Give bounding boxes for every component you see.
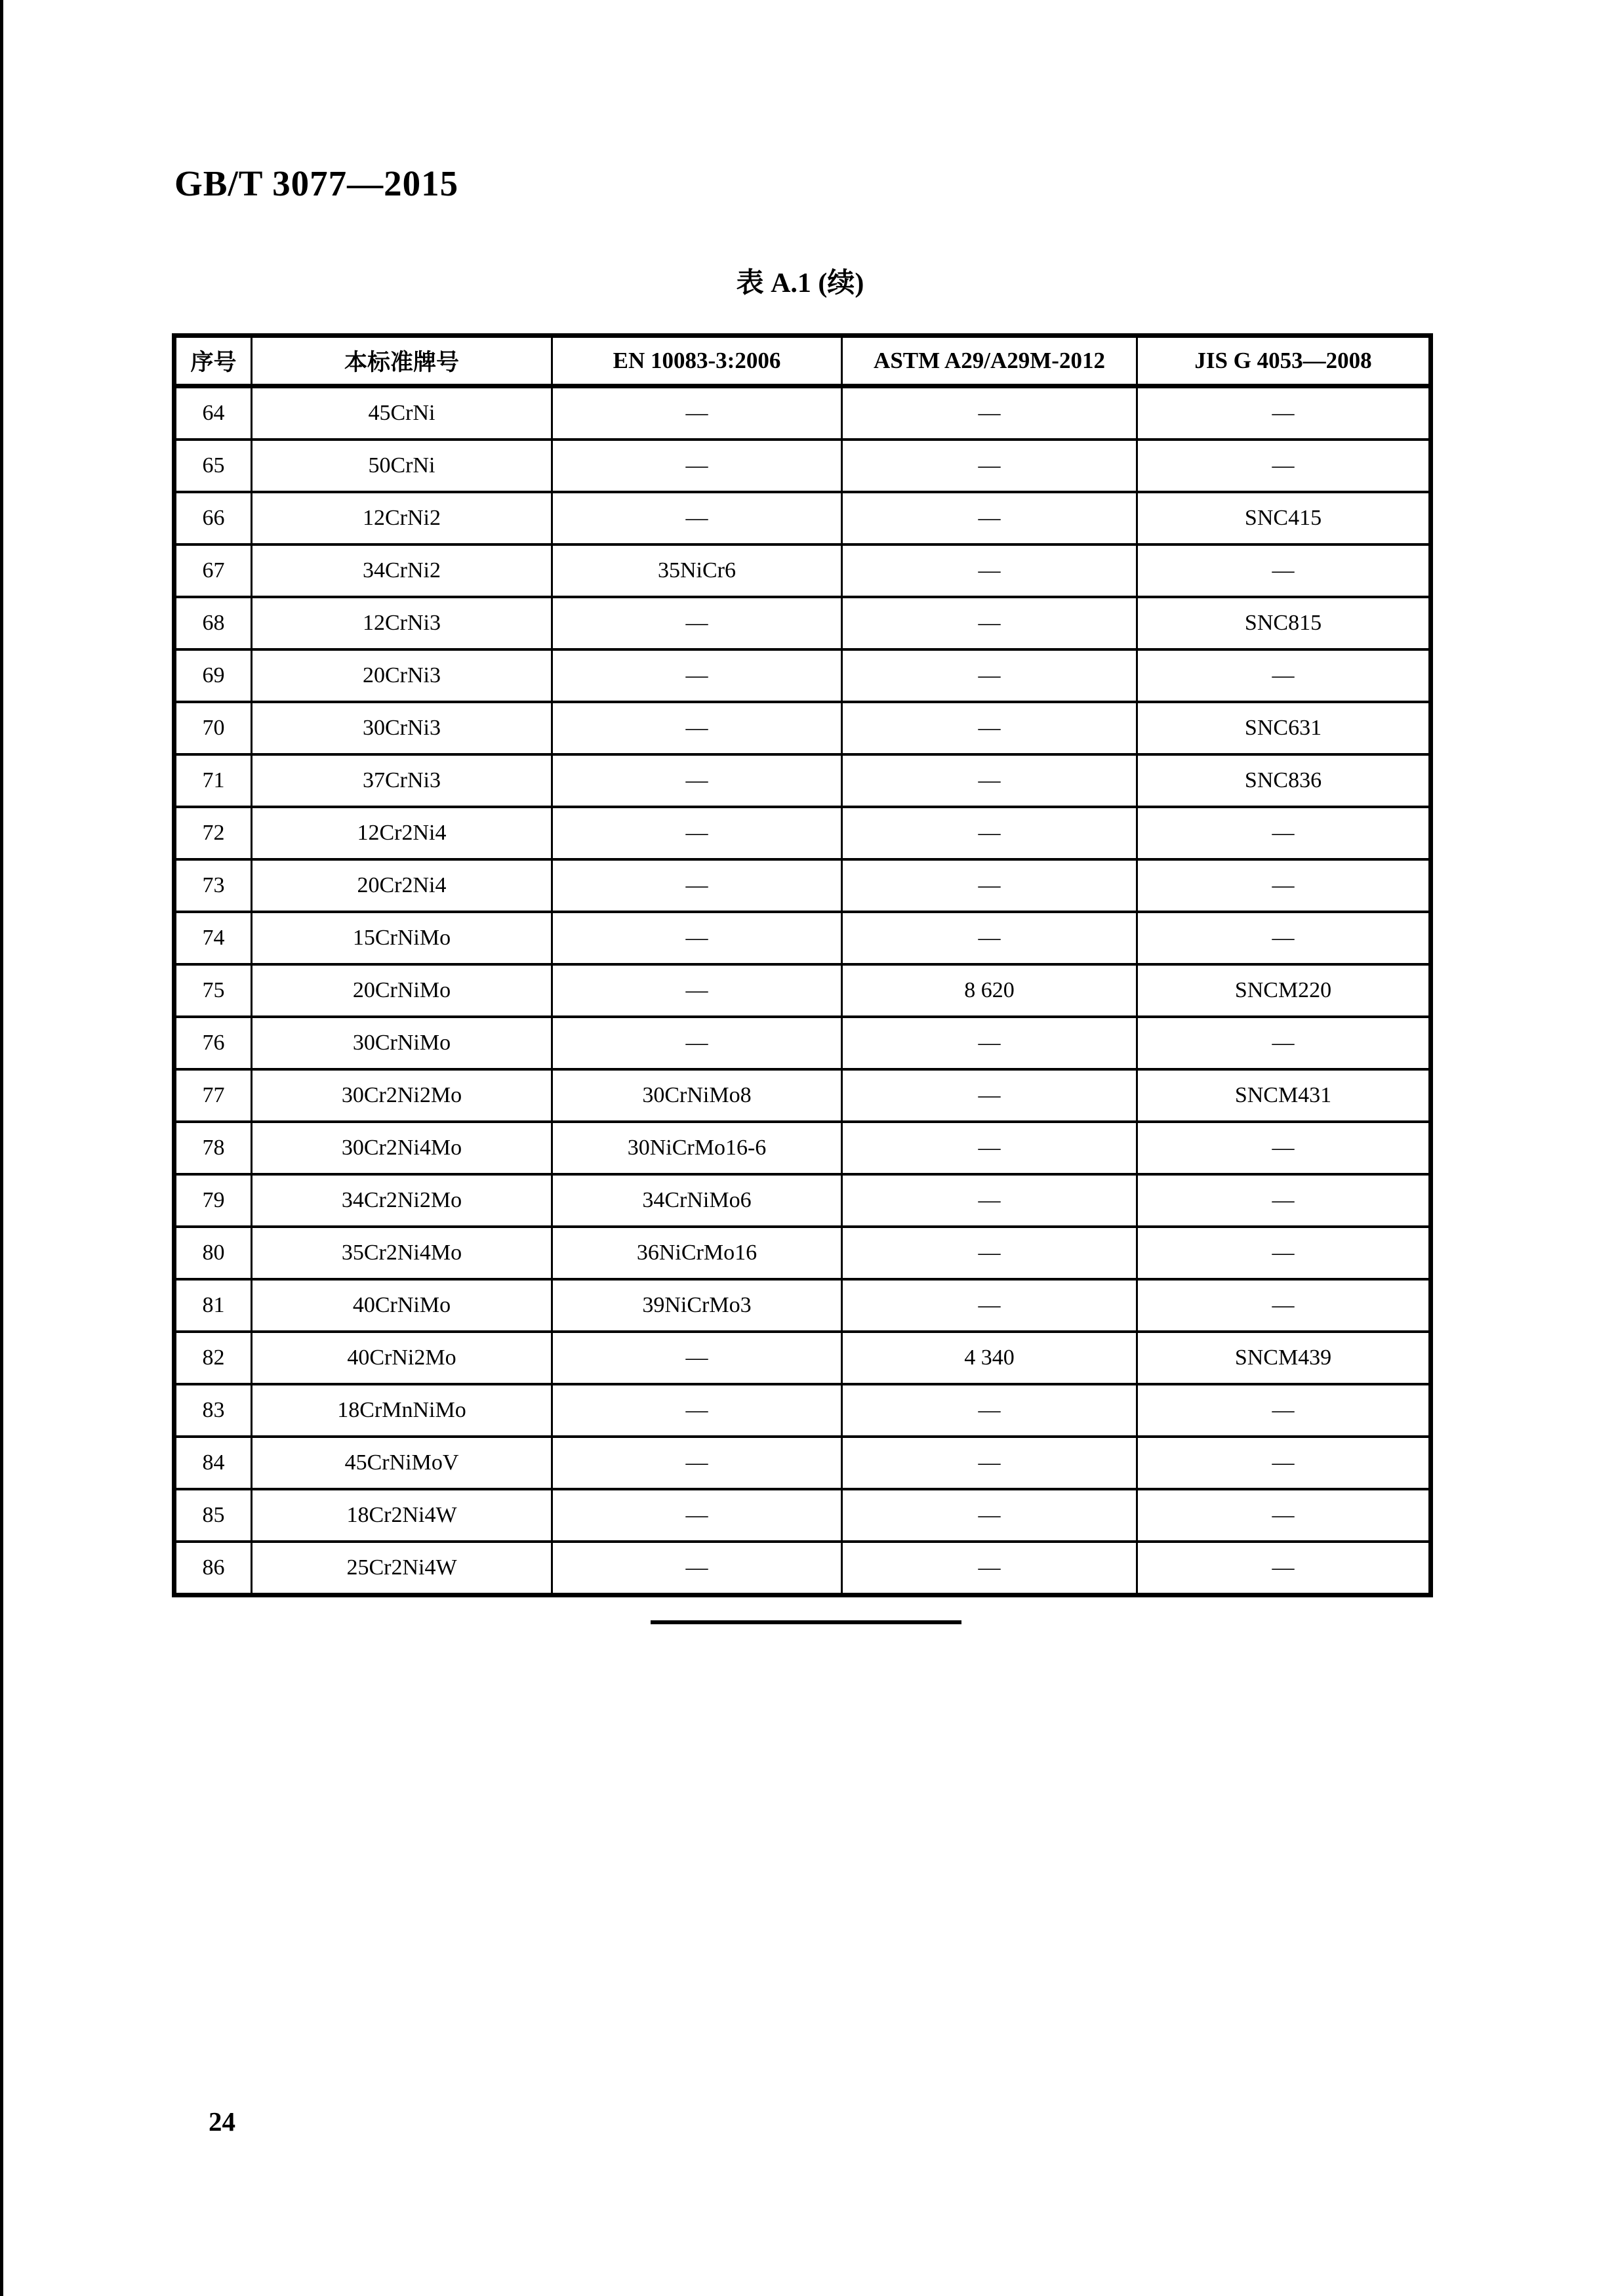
table-row xyxy=(174,1384,1431,1437)
table-cell: 35Cr2Ni4Mo xyxy=(252,1227,552,1279)
table-cell: 74 xyxy=(174,912,252,964)
table-cell: 12CrNi3 xyxy=(252,597,552,649)
table-cell: SNC836 xyxy=(1137,754,1431,807)
table-cell: — xyxy=(1137,386,1431,440)
table-cell: — xyxy=(842,1017,1137,1069)
table-cell: — xyxy=(552,1542,842,1595)
table-cell: — xyxy=(842,1279,1137,1332)
table-cell: 85 xyxy=(174,1489,252,1542)
table-cell: — xyxy=(842,859,1137,912)
table-cell: 45CrNi xyxy=(252,386,552,440)
table-cell: — xyxy=(842,1437,1137,1489)
table-cell: — xyxy=(842,1542,1137,1595)
table-cell: 18CrMnNiMo xyxy=(252,1384,552,1437)
table-cell: 50CrNi xyxy=(252,440,552,492)
table-row xyxy=(174,492,1431,544)
table-row xyxy=(174,649,1431,702)
table-row xyxy=(174,1332,1431,1384)
table-title: 表 A.1 (续) xyxy=(736,268,864,298)
table-cell: — xyxy=(552,702,842,754)
table-cell: 73 xyxy=(174,859,252,912)
table-cell: — xyxy=(552,859,842,912)
table-row xyxy=(174,964,1431,1017)
table-row xyxy=(174,1017,1431,1069)
column-header-3: ASTM A29/A29M-2012 xyxy=(842,336,1137,386)
table-cell: — xyxy=(1137,1017,1431,1069)
table-cell: 34CrNi2 xyxy=(252,544,552,597)
table-cell: — xyxy=(1137,807,1431,859)
table-row xyxy=(174,1174,1431,1227)
table-cell: — xyxy=(1137,440,1431,492)
table-row xyxy=(174,1122,1431,1174)
table-row xyxy=(174,1542,1431,1595)
table-cell: — xyxy=(1137,1542,1431,1595)
table-cell: — xyxy=(1137,1174,1431,1227)
table-cell: 78 xyxy=(174,1122,252,1174)
table-cell: 86 xyxy=(174,1542,252,1595)
table-cell: — xyxy=(1137,544,1431,597)
table-cell: — xyxy=(552,1017,842,1069)
table-cell: — xyxy=(842,492,1137,544)
table-cell: — xyxy=(552,912,842,964)
table-row xyxy=(174,440,1431,492)
table-cell: 20Cr2Ni4 xyxy=(252,859,552,912)
table-cell: 18Cr2Ni4W xyxy=(252,1489,552,1542)
table-header-row xyxy=(174,336,1431,386)
table-cell: 34Cr2Ni2Mo xyxy=(252,1174,552,1227)
table-cell: 70 xyxy=(174,702,252,754)
table-cell: 79 xyxy=(174,1174,252,1227)
table-cell: — xyxy=(1137,1384,1431,1437)
table-cell: 84 xyxy=(174,1437,252,1489)
table-cell: — xyxy=(552,964,842,1017)
column-header-2: EN 10083-3:2006 xyxy=(552,336,842,386)
table-row xyxy=(174,912,1431,964)
table-cell: — xyxy=(1137,649,1431,702)
table-cell: 67 xyxy=(174,544,252,597)
table-cell: SNC631 xyxy=(1137,702,1431,754)
table-cell: 15CrNiMo xyxy=(252,912,552,964)
page-number: 24 xyxy=(209,2106,235,2137)
table-cell: — xyxy=(1137,859,1431,912)
table-row xyxy=(174,386,1431,440)
table-cell: 72 xyxy=(174,807,252,859)
table-row xyxy=(174,597,1431,649)
table-cell: 36NiCrMo16 xyxy=(552,1227,842,1279)
table-cell: — xyxy=(842,1489,1137,1542)
table-cell: — xyxy=(552,1384,842,1437)
table-cell: 83 xyxy=(174,1384,252,1437)
column-header-0: 序号 xyxy=(174,336,252,386)
table-row xyxy=(174,1069,1431,1122)
table-cell: — xyxy=(842,754,1137,807)
table-cell: 68 xyxy=(174,597,252,649)
table-cell: SNCM431 xyxy=(1137,1069,1431,1122)
table-row xyxy=(174,1227,1431,1279)
table-cell: — xyxy=(552,807,842,859)
scan-edge-artifact xyxy=(0,0,3,2296)
table-cell: 82 xyxy=(174,1332,252,1384)
table-cell: 40CrNi2Mo xyxy=(252,1332,552,1384)
table-cell: 45CrNiMoV xyxy=(252,1437,552,1489)
table-cell: — xyxy=(552,1489,842,1542)
table-cell: 25Cr2Ni4W xyxy=(252,1542,552,1595)
table-cell: — xyxy=(552,1437,842,1489)
table-cell: — xyxy=(842,544,1137,597)
table-cell: SNC815 xyxy=(1137,597,1431,649)
table-cell: SNCM220 xyxy=(1137,964,1431,1017)
column-header-1: 本标准牌号 xyxy=(252,336,552,386)
table-cell: — xyxy=(1137,1122,1431,1174)
table-cell: — xyxy=(842,1122,1137,1174)
table-row xyxy=(174,807,1431,859)
table-row xyxy=(174,1437,1431,1489)
steel-grade-equivalence-table xyxy=(172,333,1433,1597)
table-cell: — xyxy=(1137,1279,1431,1332)
table-cell: — xyxy=(842,597,1137,649)
table-cell: 8 620 xyxy=(842,964,1137,1017)
table-cell: 37CrNi3 xyxy=(252,754,552,807)
table-cell: SNCM439 xyxy=(1137,1332,1431,1384)
table-cell: — xyxy=(842,807,1137,859)
table-cell: 30Cr2Ni4Mo xyxy=(252,1122,552,1174)
table-cell: 75 xyxy=(174,964,252,1017)
table-cell: SNC415 xyxy=(1137,492,1431,544)
table-cell: 77 xyxy=(174,1069,252,1122)
table-cell: — xyxy=(552,386,842,440)
table-cell: 81 xyxy=(174,1279,252,1332)
table-cell: — xyxy=(552,649,842,702)
table-cell: 64 xyxy=(174,386,252,440)
table-cell: — xyxy=(842,1227,1137,1279)
table-cell: 80 xyxy=(174,1227,252,1279)
end-of-table-rule xyxy=(651,1620,961,1624)
standard-code-header: GB/T 3077—2015 xyxy=(174,163,459,203)
table-cell: 71 xyxy=(174,754,252,807)
table-cell: 34CrNiMo6 xyxy=(552,1174,842,1227)
table-row xyxy=(174,1279,1431,1332)
table-cell: — xyxy=(1137,912,1431,964)
table-cell: 30CrNiMo8 xyxy=(552,1069,842,1122)
table-row xyxy=(174,1489,1431,1542)
table-cell: — xyxy=(552,597,842,649)
table-cell: — xyxy=(552,492,842,544)
table-cell: — xyxy=(842,386,1137,440)
table-cell: 40CrNiMo xyxy=(252,1279,552,1332)
table-cell: — xyxy=(1137,1489,1431,1542)
table-cell: — xyxy=(552,1332,842,1384)
column-header-4: JIS G 4053—2008 xyxy=(1137,336,1431,386)
table-row xyxy=(174,544,1431,597)
table-cell: — xyxy=(842,1069,1137,1122)
table-cell: — xyxy=(552,440,842,492)
table-cell: — xyxy=(842,702,1137,754)
table-cell: — xyxy=(842,912,1137,964)
table-cell: 30CrNiMo xyxy=(252,1017,552,1069)
table-cell: 30CrNi3 xyxy=(252,702,552,754)
table-cell: — xyxy=(1137,1437,1431,1489)
table-cell: — xyxy=(842,1384,1137,1437)
table-cell: 76 xyxy=(174,1017,252,1069)
table-cell: 35NiCr6 xyxy=(552,544,842,597)
table-cell: — xyxy=(1137,1227,1431,1279)
table-cell: 30NiCrMo16-6 xyxy=(552,1122,842,1174)
table-cell: 12CrNi2 xyxy=(252,492,552,544)
table-cell: 12Cr2Ni4 xyxy=(252,807,552,859)
table-cell: 66 xyxy=(174,492,252,544)
table-row xyxy=(174,702,1431,754)
table-cell: 30Cr2Ni2Mo xyxy=(252,1069,552,1122)
table-cell: — xyxy=(842,649,1137,702)
table-row xyxy=(174,859,1431,912)
table-cell: — xyxy=(842,440,1137,492)
table-row xyxy=(174,754,1431,807)
table-cell: — xyxy=(842,1174,1137,1227)
table-cell: 20CrNiMo xyxy=(252,964,552,1017)
table-cell: 65 xyxy=(174,440,252,492)
table-cell: 4 340 xyxy=(842,1332,1137,1384)
table-cell: 39NiCrMo3 xyxy=(552,1279,842,1332)
table-cell: 20CrNi3 xyxy=(252,649,552,702)
table-cell: — xyxy=(552,754,842,807)
table-cell: 69 xyxy=(174,649,252,702)
